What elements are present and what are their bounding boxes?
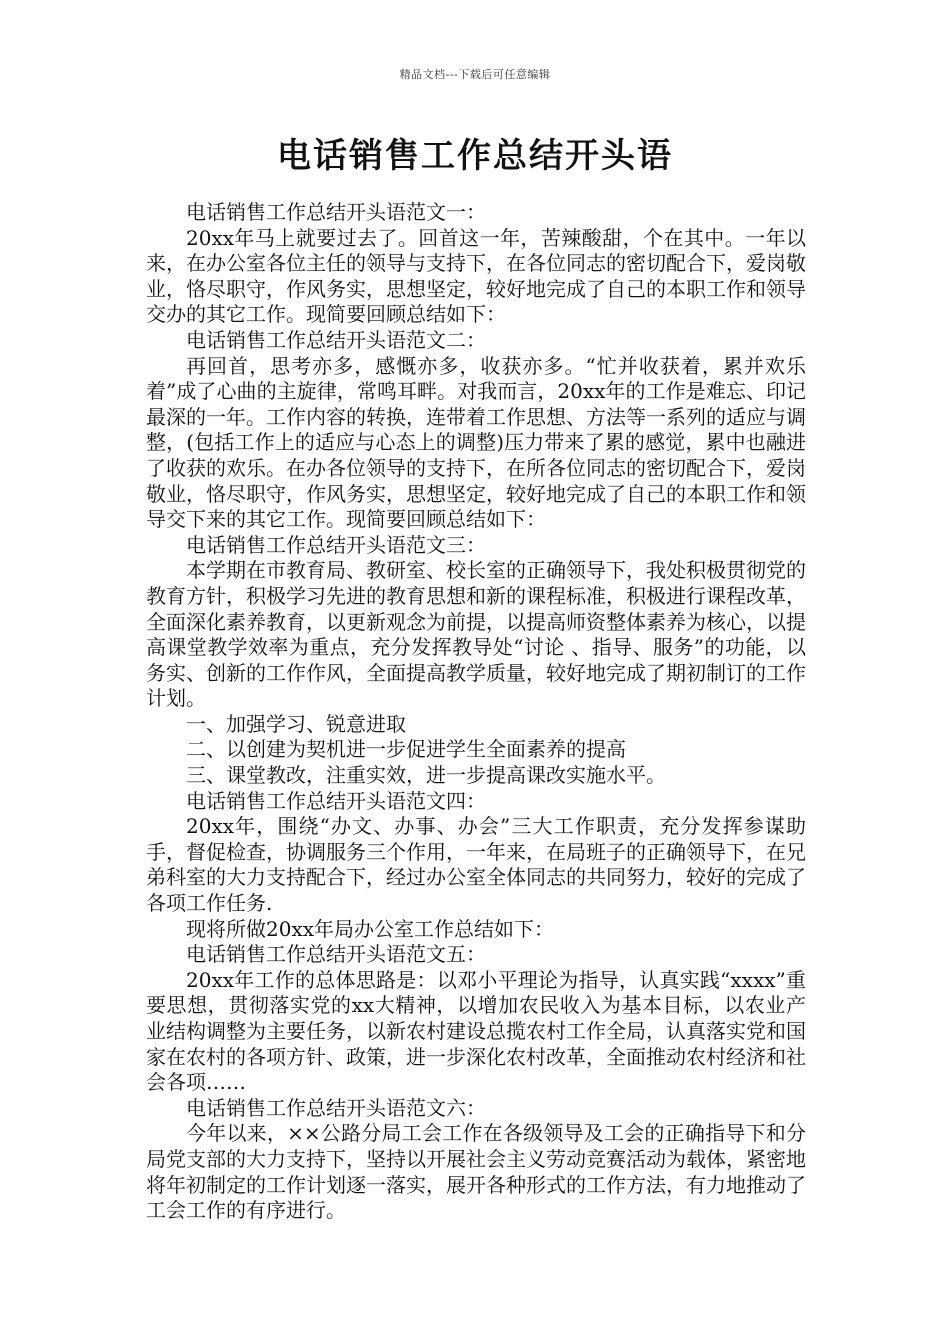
paragraph: 本学期在市教育局、教研室、校长室的正确领导下，我处积极贯彻党的教育方针，积极学习先进的教育思想和新的课程标准，积极进行课程改革，全面深化素养教育，以更新观念为前提，以提高师资整体素养为核心，以提高课堂教学效率为重点，充分发挥教导处“讨论 、指导、服务”的功能，以务实、创新的工作作风，全面提高教学质量，较好地完成了期初制订的工作计划。	[146, 558, 806, 711]
paragraph: 20xx年工作的总体思路是：以邓小平理论为指导，认真实践“xxxx”重要思想，贯彻落实党的xx大精神，以增加农民收入为基本目标，以农业产业结构调整为主要任务，以新农村建设总揽农村工作全局，认真落实党和国家在农村的各项方针、政策，进一步深化农村改革，全面推动农村经济和社会各项……	[146, 967, 806, 1095]
paragraph: 电话销售工作总结开头语范文二：	[186, 327, 486, 352]
paragraph: 20xx年，围绕“办文、办事、办会”三大工作职责，充分发挥参谋助手，督促检查，协调服务三个作用，一年来，在局班子的正确领导下，在兄弟科室的大力支持配合下，经过办公室全体同志的共同努力，较好的完成了各项工作任务.	[146, 814, 806, 916]
paragraph: 现将所做20xx年局办公室工作总结如下：	[186, 916, 555, 941]
document-body	[146, 200, 806, 1224]
paragraph: 电话销售工作总结开头语范文六：	[186, 1095, 486, 1120]
paragraph: 电话销售工作总结开头语范文一：	[186, 200, 486, 224]
paragraph: 电话销售工作总结开头语范文三：	[186, 532, 486, 557]
paragraph: 电话销售工作总结开头语范文五：	[186, 942, 486, 967]
paragraph: 今年以来，××公路分局工会工作在各级领导及工会的正确指导下和分局党支部的大力支持下，坚持以开展社会主义劳动竞赛活动为载体，紧密地将年初制定的工作计划逐一落实，展开各种形式的工作方法，有力地推动了工会工作的有序进行。	[146, 1121, 806, 1223]
paragraph: 20xx年马上就要过去了。回首这一年，苦辣酸甜，个在其中。一年以来，在办公室各位主任的领导与支持下，在各位同志的密切配合下，爱岗敬业，恪尽职守，作风务实，思想坚定，较好地完成了自己的本职工作和领导交办的其它工作。现简要回顾总结如下：	[146, 225, 806, 327]
paragraph: 电话销售工作总结开头语范文四：	[186, 788, 486, 813]
document-title: 电话销售工作总结开头语	[277, 136, 673, 176]
paragraph: 一、加强学习、锐意进取	[186, 711, 406, 736]
paragraph: 二、以创建为契机进一步促进学生全面素养的提高	[186, 737, 626, 762]
paragraph: 再回首，思考亦多，感慨亦多，收获亦多。“忙并收获着，累并欢乐着”成了心曲的主旋律，常鸣耳畔。对我而言，20xx年的工作是难忘、印记最深的一年。工作内容的转换，连带着工作思想、方法等一系列的适应与调整，(包括工作上的适应与心态上的调整)压力带来了累的感觉，累中也融进了收获的欢乐。在办各位领导的支持下，在所各位同志的密切配合下，爱岗敬业，恪尽职守，作风务实，思想坚定，较好地完成了自己的本职工作和领导交下来的其它工作。现简要回顾总结如下：	[146, 353, 806, 532]
paragraph: 三、课堂教改，注重实效，进一步提高课改实施水平。	[186, 763, 666, 788]
header-note: 精品文档---下载后可任意编辑	[399, 68, 551, 81]
